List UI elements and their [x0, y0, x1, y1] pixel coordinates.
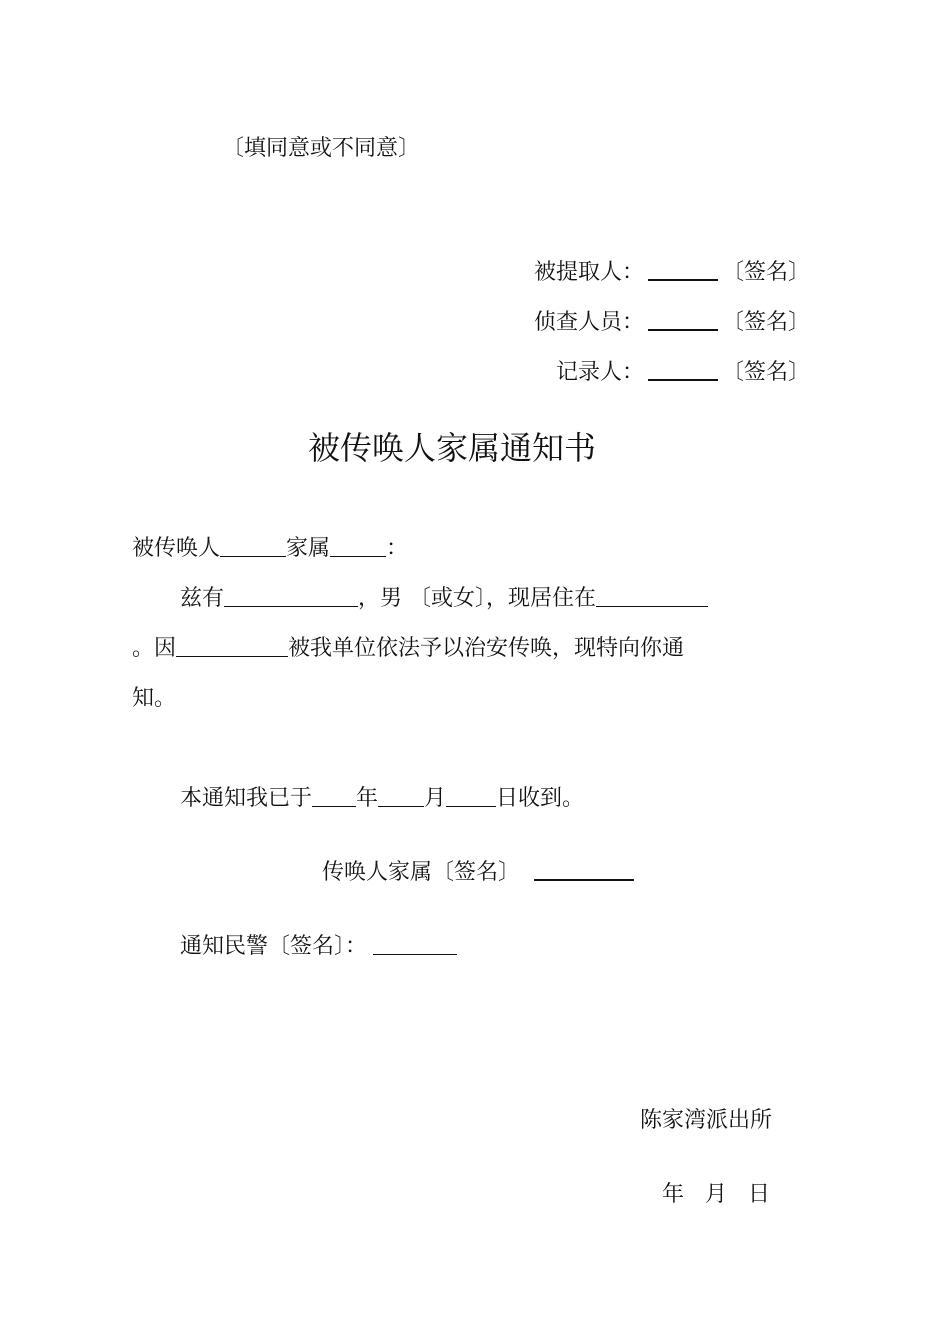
signature-blank[interactable]: [648, 359, 718, 381]
family-member-blank[interactable]: [330, 536, 386, 557]
residence-blank[interactable]: [596, 586, 708, 607]
body-prefix: 兹有: [180, 586, 225, 611]
signature-label: 记录人：: [555, 360, 644, 385]
family-signature-blank[interactable]: [534, 859, 634, 881]
body-reason-text: 被我单位依法予以治安传唤，现特向你通: [288, 636, 685, 661]
family-signature-label: 传唤人家属〔签名〕: [322, 860, 521, 885]
receipt-month-blank[interactable]: [378, 786, 424, 807]
signature-blank[interactable]: [648, 259, 718, 281]
signature-label: 被提取人：: [533, 260, 644, 285]
police-signature-blank[interactable]: [373, 934, 457, 955]
issue-date: 年 月 日: [662, 1182, 770, 1207]
police-signature-row: [180, 932, 457, 962]
receipt-day-blank[interactable]: [446, 786, 496, 807]
receipt-year: 年: [356, 786, 379, 811]
salutation-summoned-label: 被传唤人: [132, 536, 221, 561]
signature-row-recorder: [556, 358, 810, 388]
police-signature-label: 通知民警〔签名〕：: [180, 934, 368, 959]
person-name-blank[interactable]: [224, 586, 358, 607]
consent-note: 〔填同意或不同意〕: [222, 136, 421, 161]
receipt-month: 月: [424, 786, 447, 811]
body-gender-residence: ，男 〔或女〕，现居住在: [358, 586, 597, 611]
body-line-3: 知。: [132, 686, 177, 711]
signature-row-investigator: [534, 308, 810, 338]
receipt-year-blank[interactable]: [312, 786, 356, 807]
body-line-1: [180, 584, 708, 614]
signature-suffix: 〔签名〕: [721, 360, 810, 385]
signature-row-extracted-person: [534, 258, 810, 288]
signature-blank[interactable]: [648, 309, 718, 331]
salutation-family-label: 家属: [286, 536, 331, 561]
summoned-person-blank[interactable]: [220, 536, 286, 557]
signature-label: 侦查人员：: [533, 310, 644, 335]
body-reason-prefix: 。因: [132, 636, 177, 661]
signature-suffix: 〔签名〕: [721, 310, 810, 335]
receipt-line: [180, 784, 584, 814]
signature-suffix: 〔签名〕: [721, 260, 810, 285]
issuing-authority: 陈家湾派出所: [639, 1108, 772, 1133]
reason-blank[interactable]: [176, 636, 288, 657]
receipt-day: 日收到。: [496, 786, 585, 811]
body-line-2: [132, 634, 684, 664]
family-signature-row: [322, 858, 634, 888]
receipt-prefix: 本通知我已于: [180, 786, 313, 811]
salutation-colon: ：: [386, 536, 409, 561]
document-title: 被传唤人家属通知书: [307, 429, 596, 467]
salutation: [132, 534, 408, 564]
